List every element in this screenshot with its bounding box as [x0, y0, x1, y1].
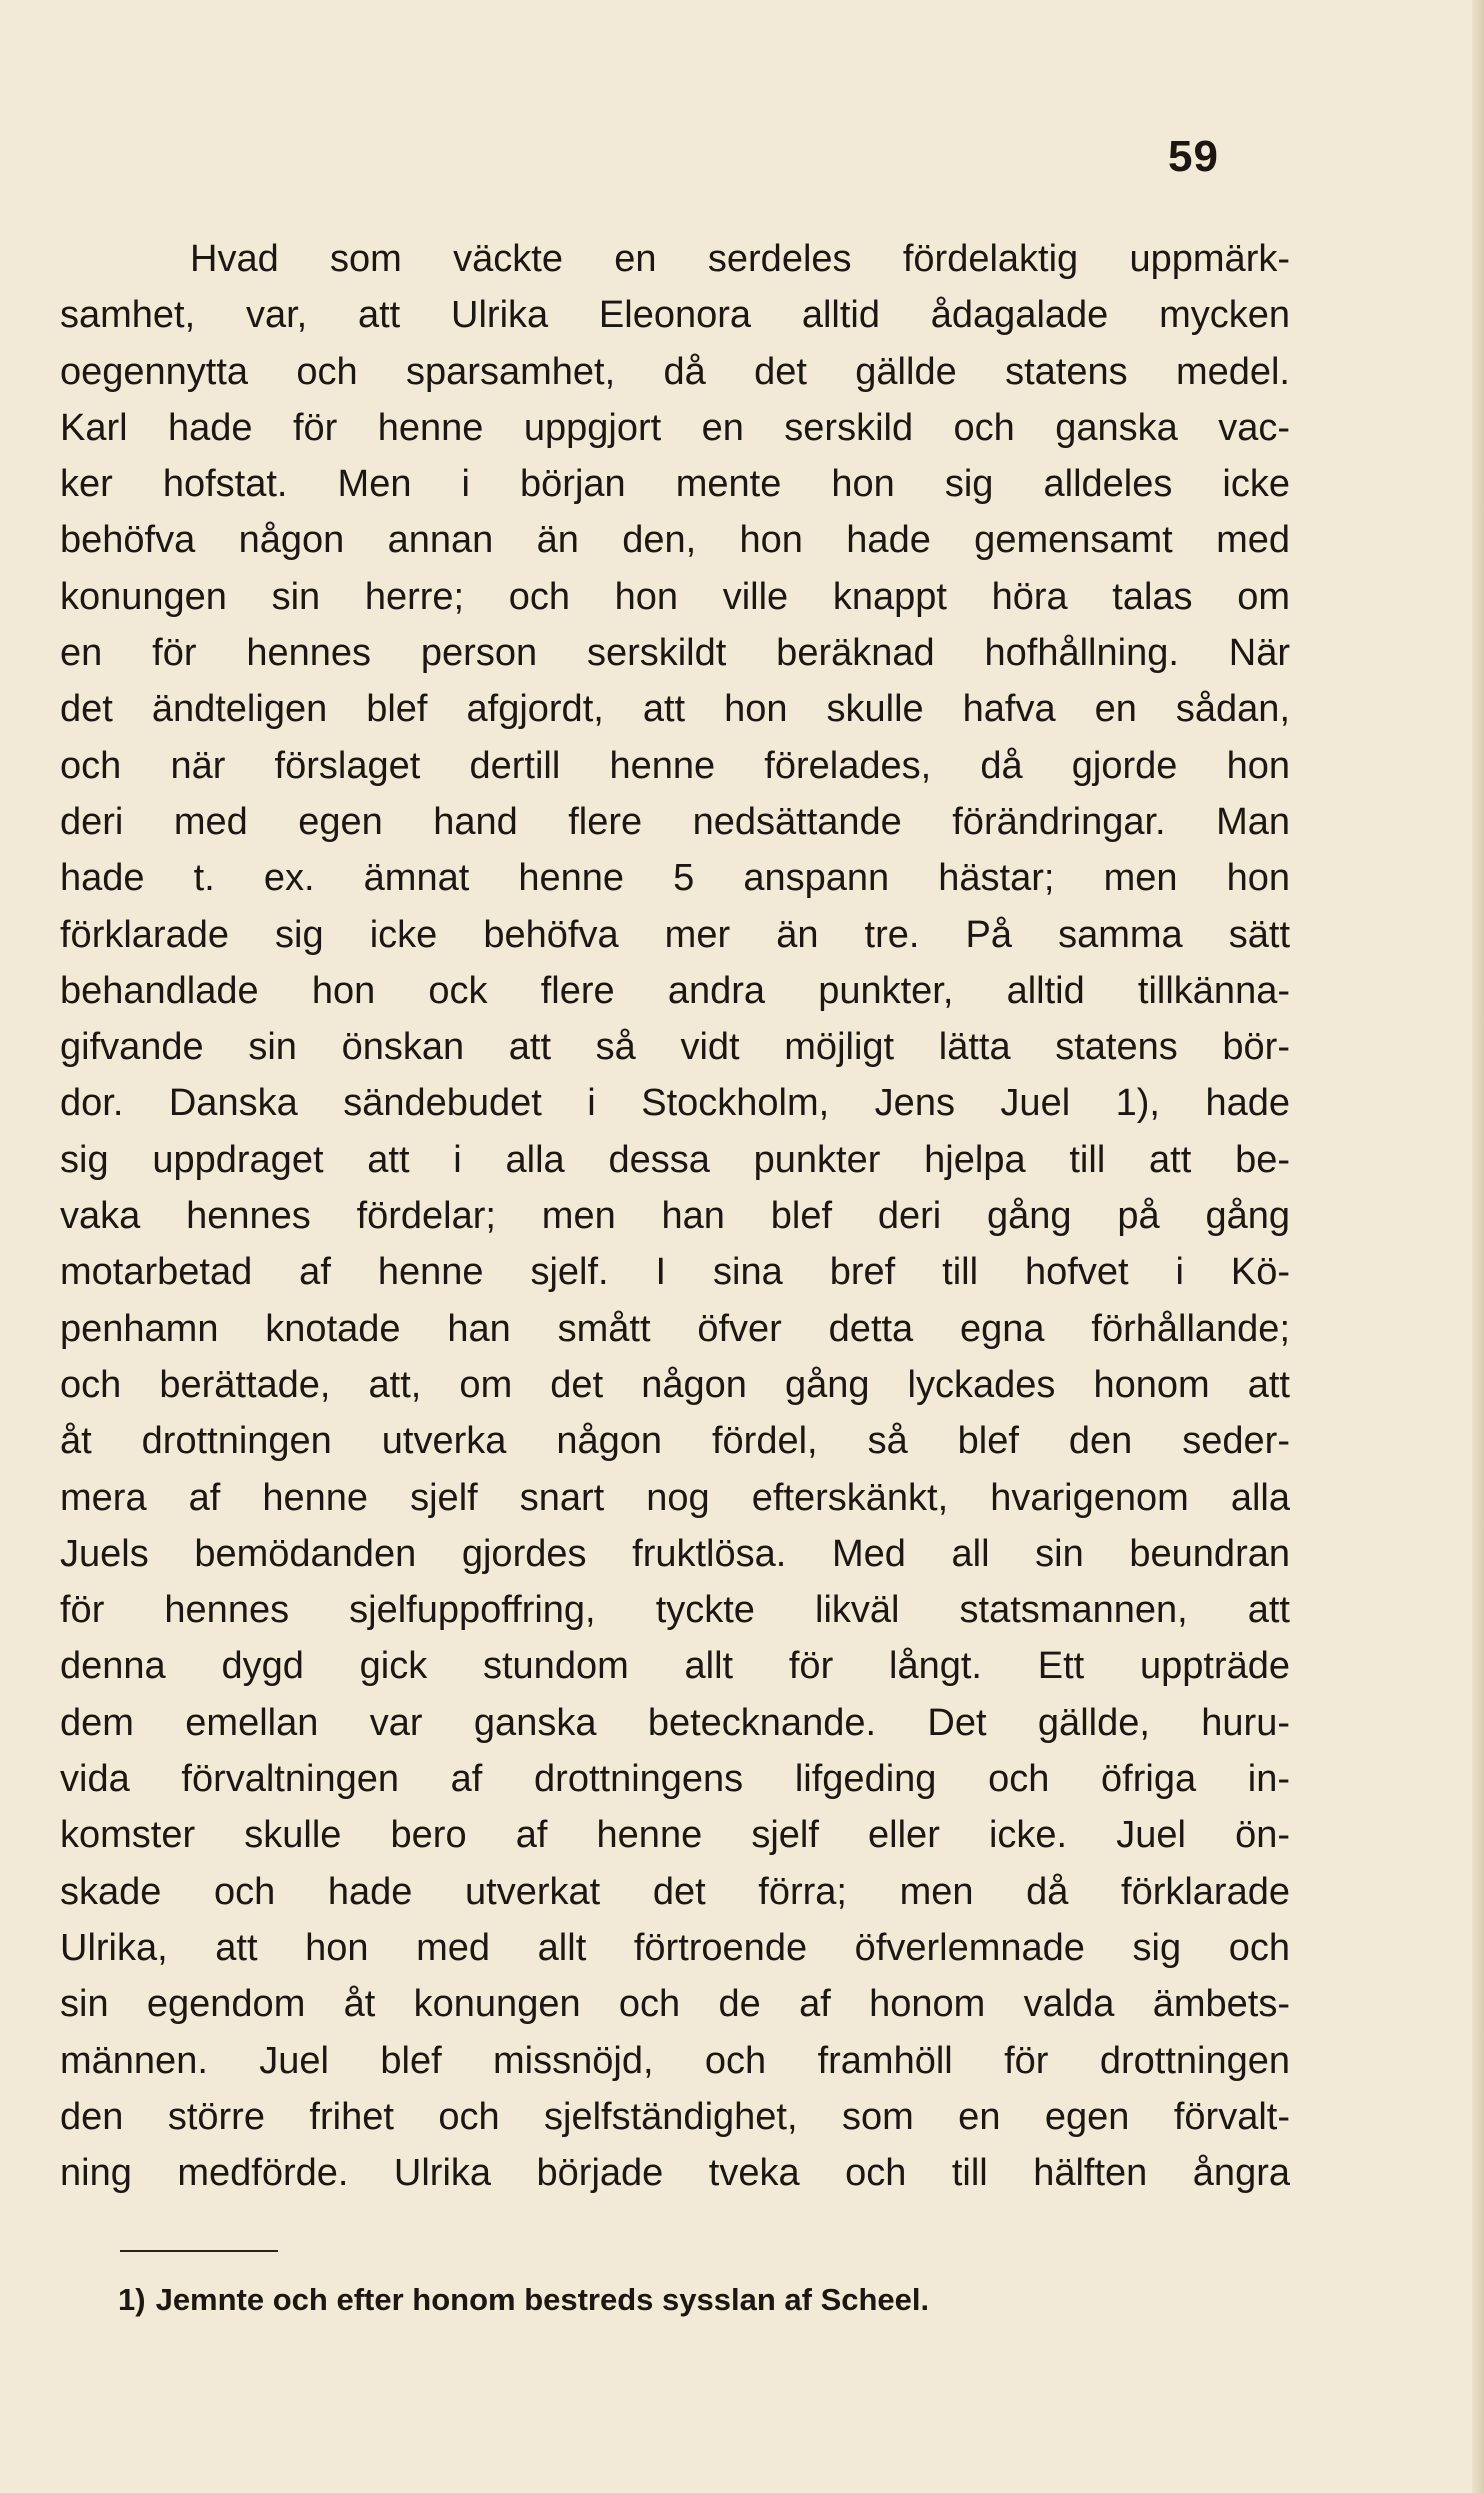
footnote-text: Jemnte och efter honom bestreds sysslan af Scheel. — [155, 2282, 930, 2317]
text-line: vaka hennes fördelar; men han blef deri gång på gång — [60, 1195, 1290, 1238]
text-line: denna dygd gick stundom allt för långt. Ett uppträde — [60, 1645, 1290, 1688]
text-line: det ändteligen blef afgjordt, att hon skulle hafva en sådan, — [60, 688, 1290, 731]
text-line: Ulrika, att hon med allt förtroende öfverlemnade sig och — [60, 1926, 1290, 1969]
text-line: Juels bemödanden gjordes fruktlösa. Med all sin beundran — [60, 1532, 1290, 1575]
footnote-marker: 1) — [118, 2282, 146, 2317]
text-line: mera af henne sjelf snart nog efterskänkt, hvarigenom alla — [60, 1476, 1290, 1519]
text-line: och berättade, att, om det någon gång lyckades honom att — [60, 1363, 1290, 1406]
text-line: behöfva någon annan än den, hon hade gemensamt med — [60, 519, 1290, 562]
text-line: deri med egen hand flere nedsättande förändringar. Man — [60, 800, 1290, 843]
text-line: sin egendom åt konungen och de af honom valda ämbets- — [60, 1983, 1290, 2026]
text-line: ning medförde. Ulrika började tveka och till hälften ångra — [60, 2152, 1290, 2195]
text-line: komster skulle bero af henne sjelf eller icke. Juel ön- — [60, 1814, 1290, 1857]
text-line: hade t. ex. ämnat henne 5 anspann hästar; men hon — [60, 857, 1290, 900]
text-line: konungen sin herre; och hon ville knappt höra talas om — [60, 575, 1290, 618]
footnote — [118, 2280, 929, 2320]
text-line: vida förvaltningen af drottningens lifgeding och öfriga in- — [60, 1758, 1290, 1801]
text-line: gifvande sin önskan att så vidt möjligt lätta statens bör- — [60, 1026, 1290, 1069]
text-line: en för hennes person serskildt beräknad hofhållning. När — [60, 632, 1290, 675]
text-line: Hvad som väckte en serdeles fördelaktig uppmärk- — [190, 238, 1290, 280]
text-line: männen. Juel blef missnöjd, och framhöll för drottningen — [60, 2039, 1290, 2082]
text-line: dor. Danska sändebudet i Stockholm, Jens Juel 1), hade — [60, 1082, 1290, 1125]
text-line: motarbetad af henne sjelf. I sina bref till hofvet i Kö- — [60, 1251, 1290, 1294]
footnote-divider — [120, 2250, 278, 2252]
text-line: behandlade hon ock flere andra punkter, alltid tillkänna- — [60, 969, 1290, 1012]
text-line: sig uppdraget att i alla dessa punkter hjelpa till att be- — [60, 1138, 1290, 1181]
text-line: förklarade sig icke behöfva mer än tre. På samma sätt — [60, 913, 1290, 956]
text-line: åt drottningen utverka någon fördel, så blef den seder- — [60, 1420, 1290, 1463]
text-line: samhet, var, att Ulrika Eleonora alltid ådagalade mycken — [60, 294, 1290, 337]
page-number: 59 — [1168, 132, 1219, 181]
text-line: Karl hade för henne uppgjort en serskild och ganska vac- — [60, 406, 1290, 449]
body-text — [60, 231, 1290, 2201]
text-line: penhamn knotade han smått öfver detta egna förhållande; — [60, 1307, 1290, 1350]
text-line: och när förslaget dertill henne förelades, då gjorde hon — [60, 744, 1290, 787]
text-line: ker hofstat. Men i början mente hon sig alldeles icke — [60, 463, 1290, 506]
page-edge — [1472, 0, 1484, 2493]
text-line: för hennes sjelfuppoffring, tyckte likväl statsmannen, att — [60, 1589, 1290, 1632]
text-line: skade och hade utverkat det förra; men då förklarade — [60, 1870, 1290, 1913]
text-line: dem emellan var ganska betecknande. Det gällde, huru- — [60, 1701, 1290, 1744]
text-line: oegennytta och sparsamhet, då det gällde statens medel. — [60, 350, 1290, 393]
text-line: den större frihet och sjelfständighet, som en egen förvalt- — [60, 2095, 1290, 2138]
